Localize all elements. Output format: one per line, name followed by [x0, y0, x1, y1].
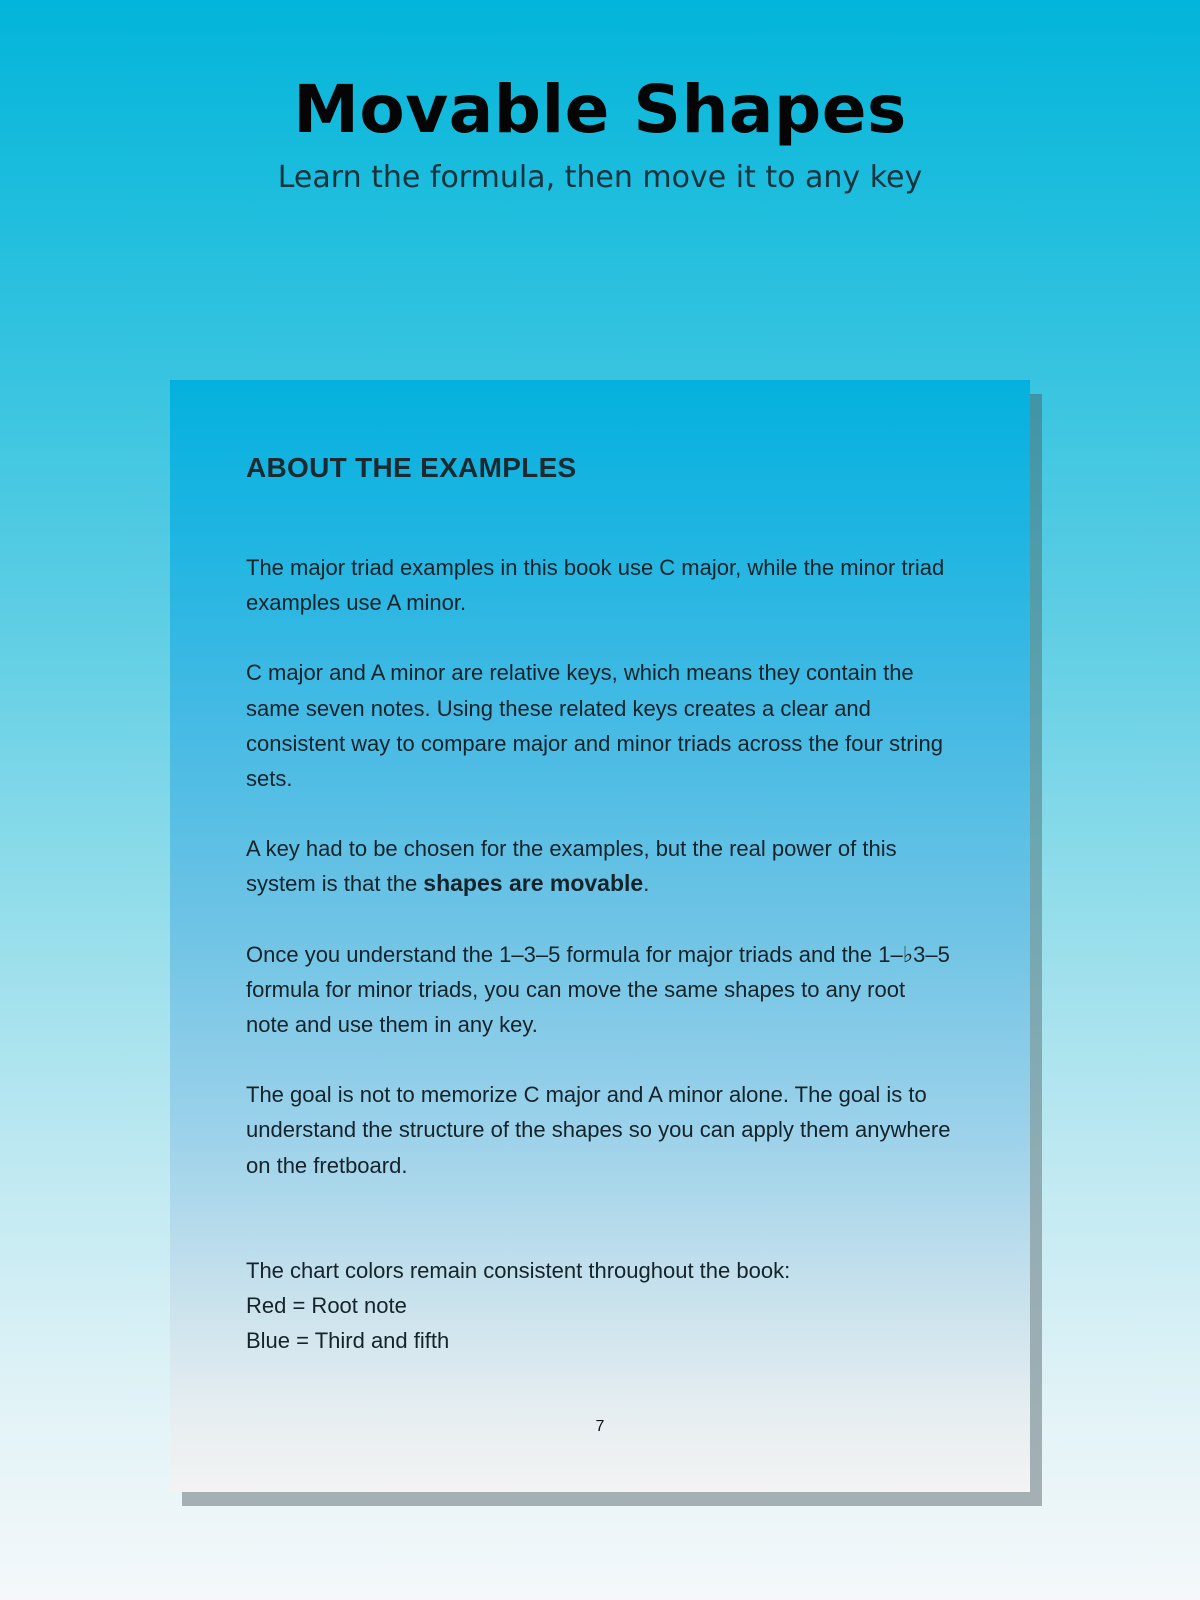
paragraph-movable-end: .: [643, 871, 650, 897]
page-subtitle: Learn the formula, then move it to any key: [277, 160, 923, 195]
paragraph-movable-shapes: [246, 831, 954, 901]
paragraph-keys-used: The major triad examples in this book use C major, while the minor triad examples use A minor.: [246, 555, 945, 616]
color-legend-blue: Blue = Third and fifth: [246, 1328, 450, 1354]
paragraph-relative-keys: C major and A minor are relative keys, which means they contain the same seven notes. Using these related keys creates a clear and consistent way to compare major and minor triads across the four string sets.: [246, 660, 943, 792]
color-legend-intro: The chart colors remain consistent throughout the book:: [246, 1257, 791, 1283]
content-card: [170, 380, 1030, 1492]
paragraph-goal: The goal is not to memorize C major and A minor alone. The goal is to understand the structure of the shapes so you can apply them anywhere on the fretboard.: [246, 1082, 951, 1178]
color-legend-red: Red = Root note: [246, 1293, 407, 1319]
color-legend: [246, 1253, 954, 1359]
paragraph-movable-text: A key had to be chosen for the examples, but the real power of this system is that the: [246, 836, 897, 897]
section-heading: ABOUT THE EXAMPLES: [246, 452, 577, 483]
paragraph-formulas: Once you understand the 1–3–5 formula for major triads and the 1–♭3–5 formula for minor triads, you can move the same shapes to any root note and use them in any key.: [246, 941, 950, 1038]
emphasis-shapes-movable: shapes are movable: [423, 870, 644, 897]
page-header: [0, 70, 1200, 198]
page-number: 7: [595, 1418, 605, 1435]
page-title: Movable Shapes: [293, 71, 907, 148]
